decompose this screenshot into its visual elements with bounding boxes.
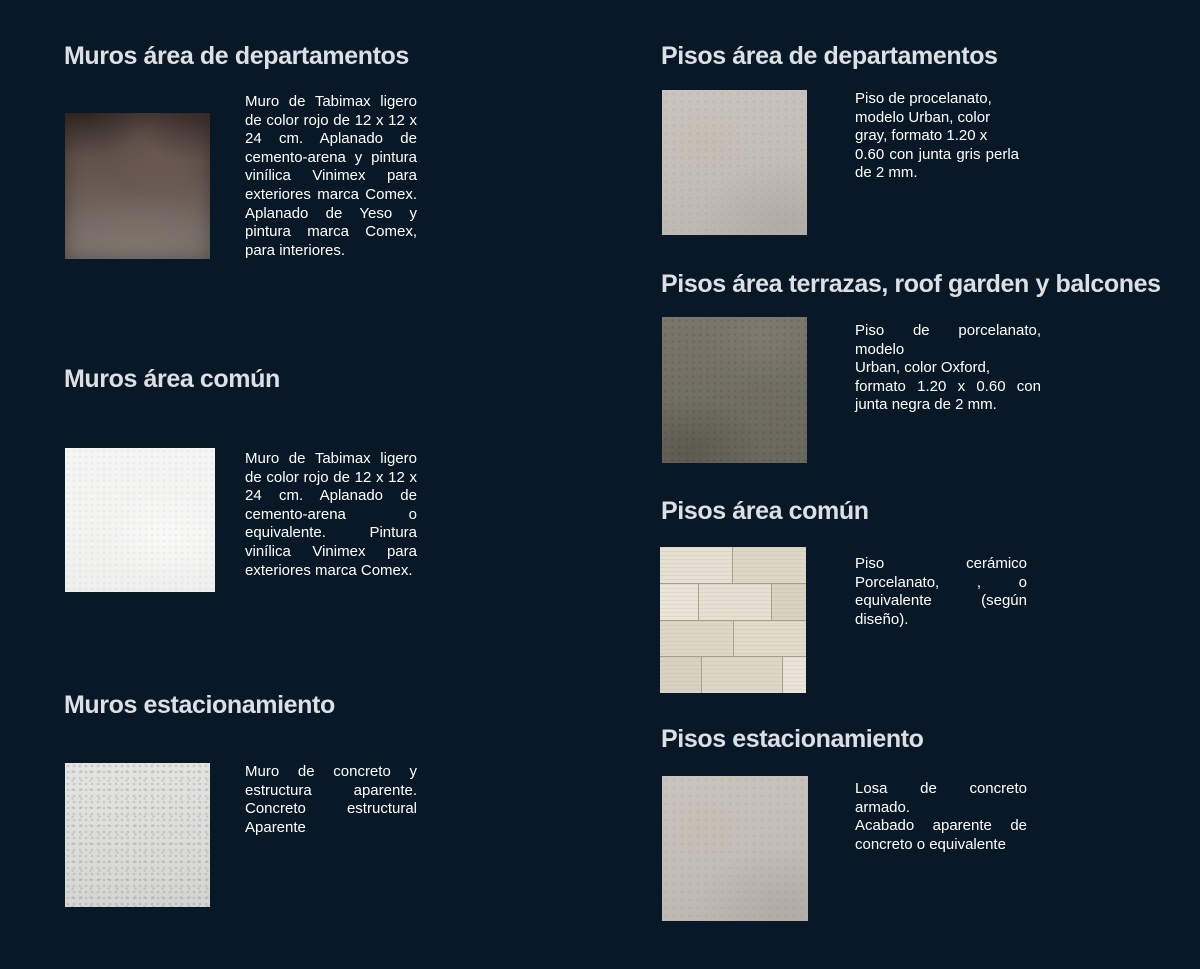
description-line: para interiores. <box>245 241 346 259</box>
section-title-muros-area-comun: Muros área común <box>64 365 280 393</box>
material-photo-pisos-area-departamentos <box>662 90 807 235</box>
description-line: concreto o equivalente <box>855 835 1006 853</box>
tile-plank <box>733 547 806 583</box>
description-line: vinílica Vinimex para <box>245 167 417 185</box>
description-line: 24 cm. Aplanado de <box>245 130 417 148</box>
section-title-pisos-estacionamiento: Pisos estacionamiento <box>661 725 924 753</box>
tile-plank <box>734 621 806 657</box>
description-line: 0.60 con junta gris perla <box>855 145 1019 163</box>
description-line: formato 1.20 x 0.60 con <box>855 377 1041 395</box>
description-line: Piso de porcelanato, modelo <box>855 322 1041 358</box>
material-photo-muros-estacionamiento <box>65 763 210 907</box>
description-line: exteriores marca Comex. <box>245 185 417 203</box>
description-line: Urban, color Oxford, <box>855 359 991 377</box>
description-line: cemento-arena y pintura <box>245 148 417 166</box>
description-line: equivalente. Pintura <box>245 524 417 542</box>
material-description-pisos-area-comun <box>855 555 1027 629</box>
tile-plank <box>660 584 699 620</box>
description-line: Concreto estructural <box>245 800 417 818</box>
description-line: vinílica Vinimex para <box>245 542 417 560</box>
section-title-pisos-area-departamentos: Pisos área de departamentos <box>661 42 998 70</box>
tile-plank <box>702 657 782 693</box>
tile-plank <box>660 547 733 583</box>
tile-row <box>660 656 806 693</box>
material-description-pisos-area-terrazas <box>855 322 1041 415</box>
description-line: Acabado aparente de <box>855 817 1027 835</box>
material-photo-pisos-area-terrazas <box>662 317 807 463</box>
description-line: de color rojo de 12 x 12 x <box>245 111 417 129</box>
description-line: Aparente <box>245 818 306 836</box>
tile-plank <box>699 584 772 620</box>
description-line: estructura aparente. <box>245 781 417 799</box>
material-description-pisos-area-departamentos <box>855 90 1019 183</box>
description-line: de color rojo de 12 x 12 x <box>245 468 417 486</box>
description-line: de 2 mm. <box>855 164 918 182</box>
tile-plank <box>783 657 806 693</box>
tile-plank <box>772 584 806 620</box>
description-line: modelo Urban, color <box>855 108 991 126</box>
description-line: equivalente (según <box>855 592 1027 610</box>
material-photo-muro-area-departamentos <box>65 113 210 259</box>
material-description-muros-estacionamiento <box>245 763 417 837</box>
description-line: cemento-arena o <box>245 505 417 523</box>
tile-plank <box>660 621 734 657</box>
description-line: Muro de Tabimax ligero <box>245 93 417 110</box>
material-description-pisos-estacionamiento <box>855 780 1027 854</box>
material-description-muro-area-departamentos <box>245 93 417 260</box>
section-title-pisos-area-terrazas: Pisos área terrazas, roof garden y balcones <box>661 270 1161 298</box>
tile-row <box>660 620 806 657</box>
description-line: 24 cm. Aplanado de <box>245 487 417 505</box>
description-line: Losa de concreto armado. <box>855 780 1027 816</box>
description-line: Muro de Tabimax ligero <box>245 450 417 467</box>
material-photo-muro-area-comun <box>65 448 215 592</box>
description-line: Piso de procelanato, <box>855 90 992 107</box>
section-title-muros-estacionamiento: Muros estacionamiento <box>64 691 335 719</box>
material-photo-pisos-estacionamiento <box>662 776 808 921</box>
material-photo-pisos-area-comun <box>660 547 806 693</box>
section-title-muros-area-departamentos: Muros área de departamentos <box>64 42 409 70</box>
tile-row <box>660 547 806 583</box>
description-line: gray, formato 1.20 x <box>855 127 988 145</box>
section-title-pisos-area-comun: Pisos área común <box>661 497 869 525</box>
description-line: Piso cerámico <box>855 555 1027 572</box>
description-line: exteriores marca Comex. <box>245 561 413 579</box>
material-description-muro-area-comun <box>245 450 417 580</box>
tile-plank <box>660 657 702 693</box>
description-line: junta negra de 2 mm. <box>855 396 997 414</box>
description-line: diseño). <box>855 610 909 628</box>
description-line: Muro de concreto y <box>245 763 417 780</box>
description-line: Aplanado de Yeso y <box>245 204 417 222</box>
description-line: Porcelanato, , o <box>855 573 1027 591</box>
description-line: pintura marca Comex, <box>245 223 417 241</box>
tile-row <box>660 583 806 620</box>
